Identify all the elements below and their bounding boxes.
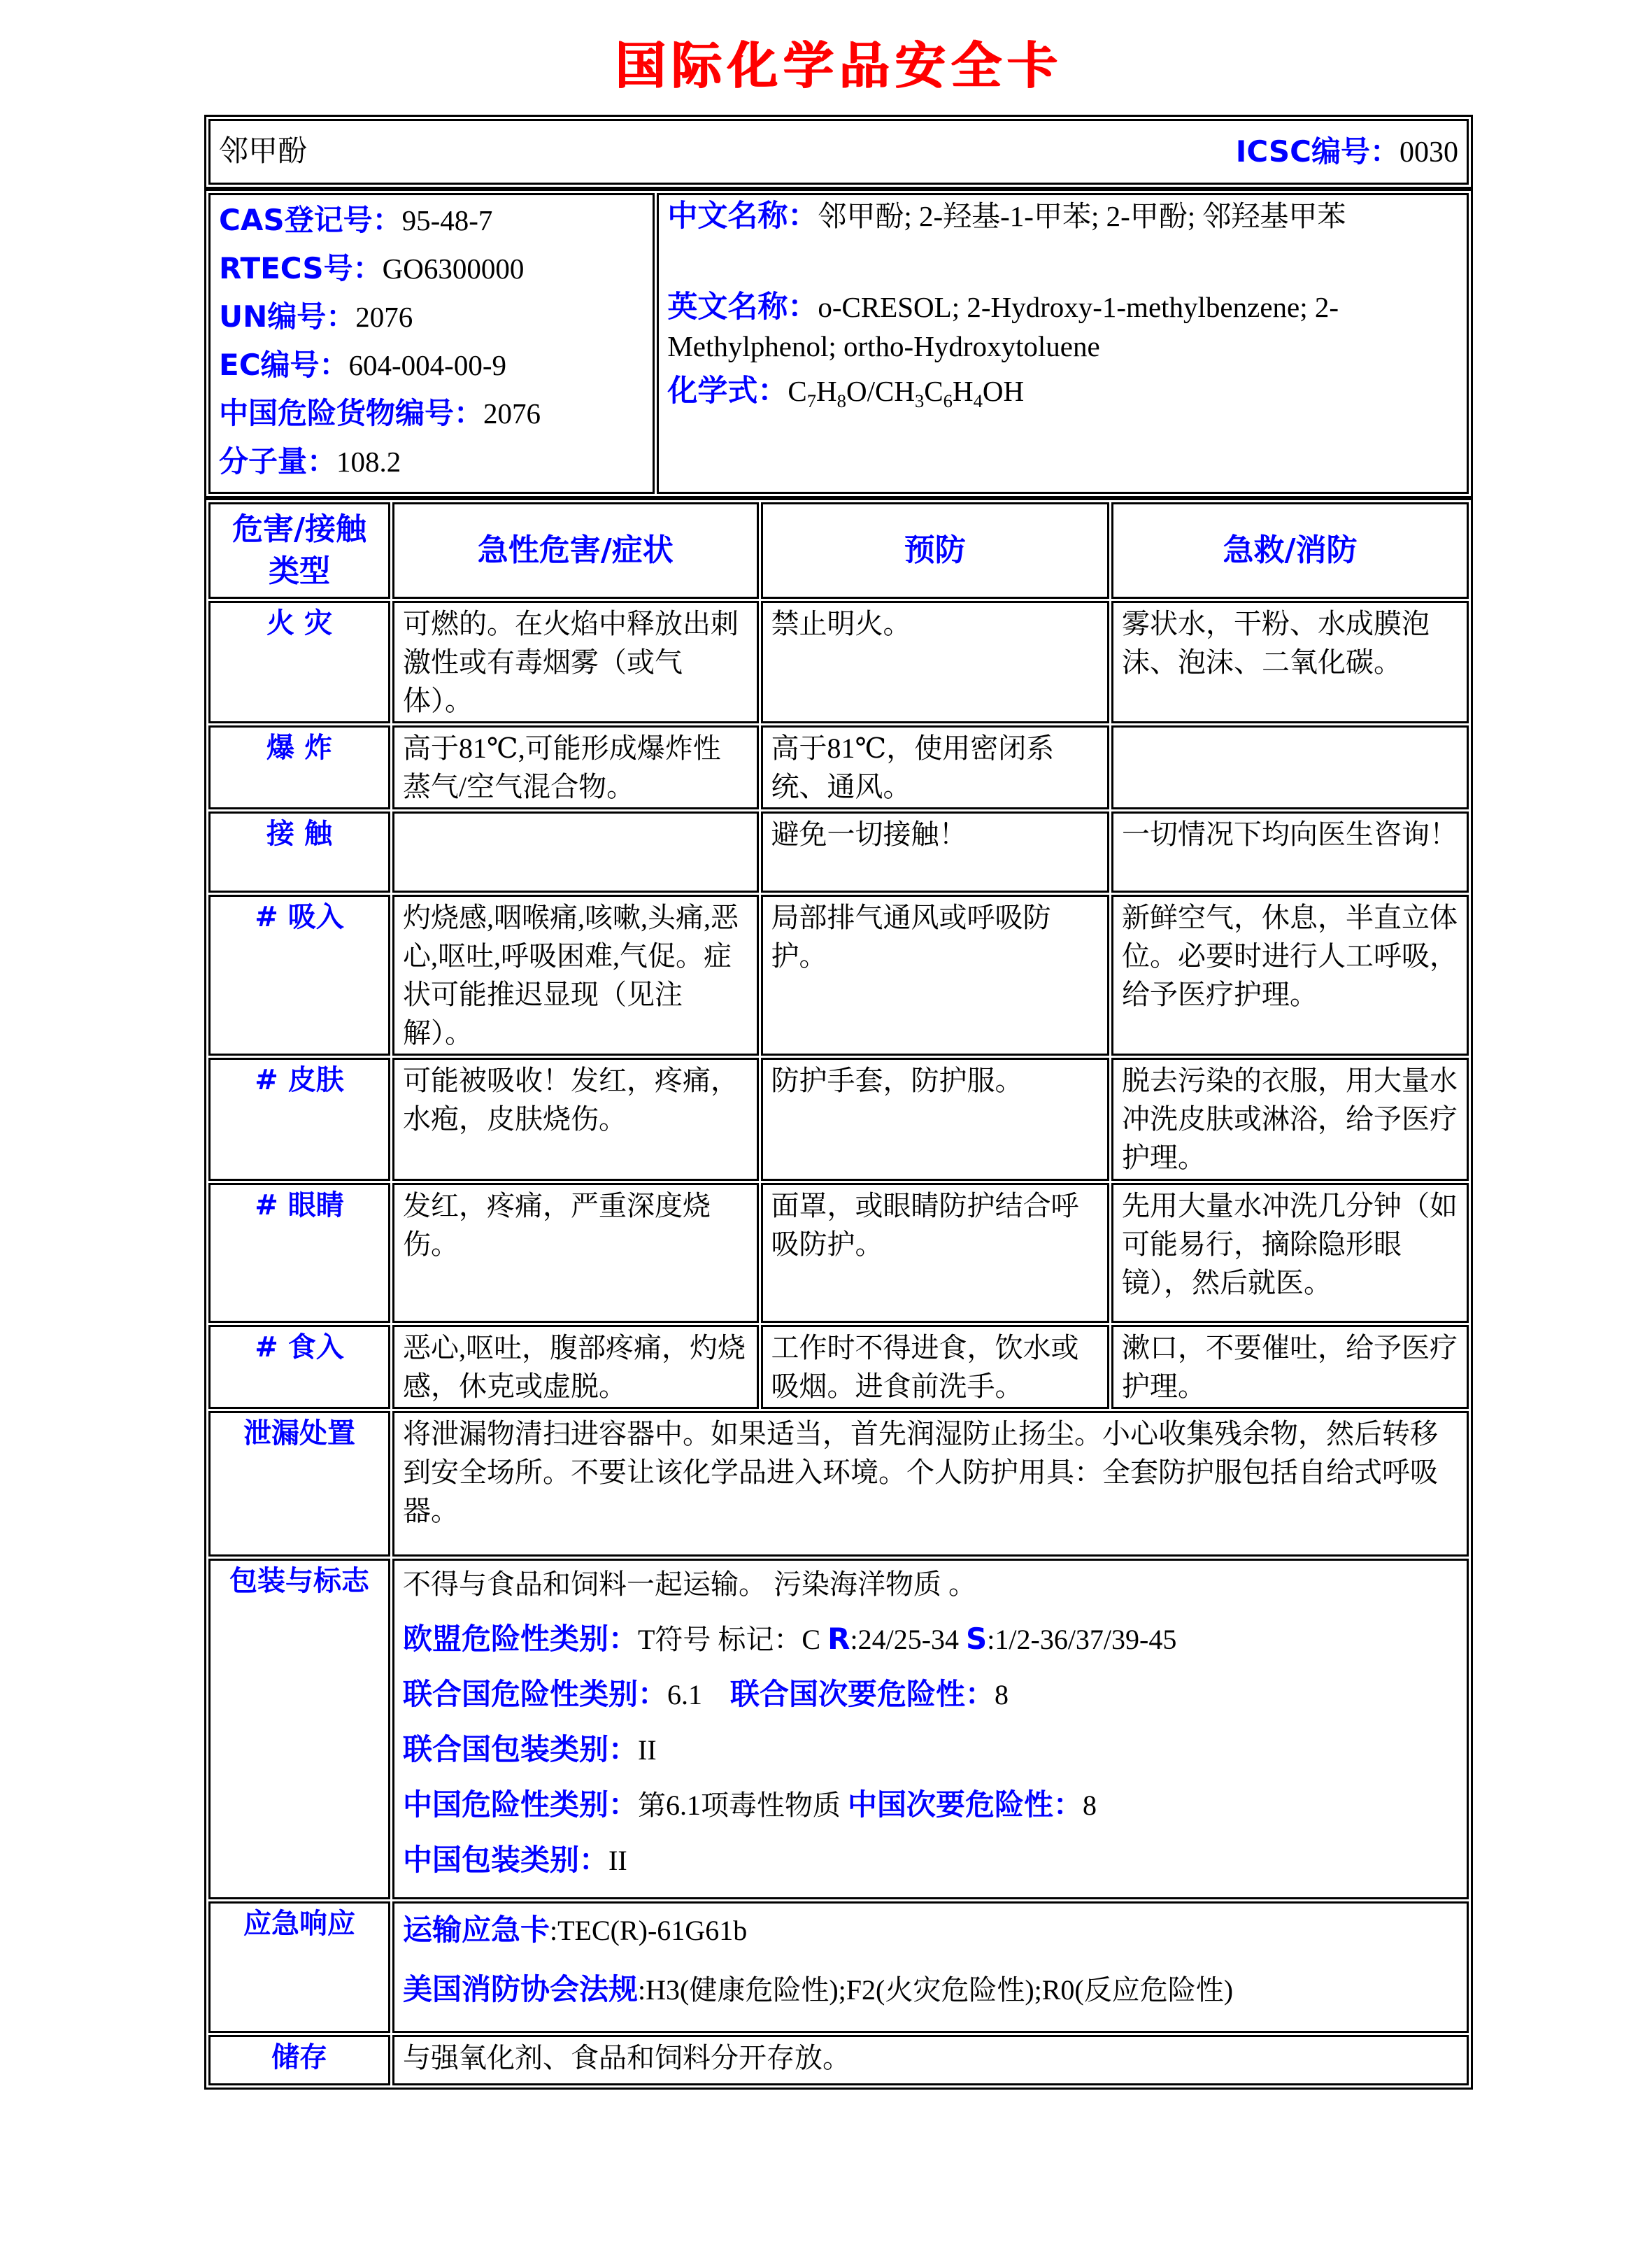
china-classification-line: 中国危险性类别：第6.1项毒性物质 中国次要危险性：8 xyxy=(402,1787,1097,1822)
row-label-packaging: 包装与标志 xyxy=(208,1559,390,1899)
fire-symptoms-cell: 可燃的。在火焰中释放出刺激性或有毒烟雾（或气体）。 xyxy=(392,601,759,723)
explosion-prevention-cell: 高于81℃，使用密闭系统、通风。 xyxy=(761,725,1109,809)
ec-number-line: EC编号：604-004-00-9 xyxy=(219,348,506,382)
table-row-fire xyxy=(208,601,1469,723)
names-cell xyxy=(657,193,1469,494)
row-label-ingestion: # 食入 xyxy=(208,1325,390,1409)
table-row-spillage xyxy=(208,1411,1469,1557)
english-name-line: 英文名称：o-CRESOL; 2-Hydroxy-1-methylbenzene; 2-Methylphenol; ortho-Hydroxytoluene xyxy=(667,290,1339,362)
eyes-firstaid-cell: 先用大量水冲洗几分钟（如可能易行，摘除隐形眼镜），然后就医。 xyxy=(1111,1183,1469,1323)
table-row-storage xyxy=(208,2035,1469,2085)
row-label-skin: # 皮肤 xyxy=(208,1058,390,1181)
tec-card-line: 运输应急卡:TEC(R)-61G61b xyxy=(402,1913,748,1947)
row-label-contact: 接 触 xyxy=(208,811,390,893)
cas-number-line: CAS登记号：95-48-7 xyxy=(219,203,493,237)
inhalation-firstaid-cell: 新鲜空气，休息，半直立体位。必要时进行人工呼吸，给予医疗护理。 xyxy=(1111,895,1469,1056)
inhalation-symptoms-cell: 灼烧感,咽喉痛,咳嗽,头痛,恶心,呕吐,呼吸困难,气促。症状可能推迟显现（见注解）。 xyxy=(392,895,759,1056)
ingestion-symptoms-cell: 恶心,呕吐，腹部疼痛，灼烧感，休克或虚脱。 xyxy=(392,1325,759,1409)
eu-classification-line: 欧盟危险性类别：T符号 标记：C R:24/25-34 S:1/2-36/37/39-45 xyxy=(402,1622,1177,1656)
un-number-line: UN编号：2076 xyxy=(219,299,413,334)
transport-restriction-line: 不得与食品和饲料一起运输。 污染海洋物质 。 xyxy=(402,1568,976,1600)
hazards-table xyxy=(204,498,1473,2090)
ingestion-prevention-cell: 工作时不得进食，饮水或吸烟。进食前洗手。 xyxy=(761,1325,1109,1409)
chemical-name: 邻甲酚 xyxy=(219,135,308,168)
icsc-number: ICSC编号：0030 xyxy=(1235,134,1458,169)
row-label-fire: 火 灾 xyxy=(208,601,390,723)
explosion-symptoms-cell: 高于81℃,可能形成爆炸性蒸气/空气混合物。 xyxy=(392,725,759,809)
fire-firstaid-cell: 雾状水，干粉、水成膜泡沫、泡沫、二氧化碳。 xyxy=(1111,601,1469,723)
row-label-explosion: 爆 炸 xyxy=(208,725,390,809)
contact-symptoms-cell xyxy=(392,811,759,893)
skin-prevention-cell: 防护手套，防护服。 xyxy=(761,1058,1109,1181)
nfpa-code-line: 美国消防协会法规:H3(健康危险性);F2(火灾危险性);R0(反应危险性) xyxy=(402,1972,1234,2006)
explosion-firstaid-cell xyxy=(1111,725,1469,809)
col-header-prevention: 预防 xyxy=(761,502,1109,599)
eyes-symptoms-cell: 发红，疼痛，严重深度烧伤。 xyxy=(392,1183,759,1323)
col-header-hazard-type: 危害/接触 类型 xyxy=(208,502,390,599)
molecular-weight-line: 分子量：108.2 xyxy=(219,444,401,479)
rtecs-number-line: RTECS号：GO6300000 xyxy=(219,251,525,285)
table-row-eyes xyxy=(208,1183,1469,1323)
contact-prevention-cell: 避免一切接触！ xyxy=(761,811,1109,893)
eyes-prevention-cell: 面罩，或眼睛防护结合呼吸防护。 xyxy=(761,1183,1109,1323)
table-row-emergency xyxy=(208,1901,1469,2033)
chemical-formula-line: 化学式：$C_7H_8O/CH_3C_6H_4OH$ xyxy=(667,374,1025,412)
skin-firstaid-cell: 脱去污染的衣服，用大量水冲洗皮肤或淋浴，给予医疗护理。 xyxy=(1111,1058,1469,1181)
inhalation-prevention-cell: 局部排气通风或呼吸防护。 xyxy=(761,895,1109,1056)
page-title: 国际化学品安全卡 xyxy=(614,36,1062,95)
table-row-contact xyxy=(208,811,1469,893)
header-row-cell xyxy=(208,119,1469,185)
row-label-spillage: 泄漏处置 xyxy=(208,1411,390,1557)
contact-firstaid-cell: 一切情况下均向医生咨询！ xyxy=(1111,811,1469,893)
identifiers-table xyxy=(204,189,1473,498)
table-row-inhalation xyxy=(208,895,1469,1056)
ingestion-firstaid-cell: 漱口，不要催吐，给予医疗护理。 xyxy=(1111,1325,1469,1409)
header-table xyxy=(204,115,1473,189)
row-label-storage: 储存 xyxy=(208,2035,390,2085)
table-row-explosion xyxy=(208,725,1469,809)
skin-symptoms-cell: 可能被吸收！发红，疼痛，水疱，皮肤烧伤。 xyxy=(392,1058,759,1181)
hazards-header-row xyxy=(208,502,1469,599)
packaging-text-cell xyxy=(392,1559,1469,1899)
table-row-ingestion xyxy=(208,1325,1469,1409)
china-packing-group-line: 中国包装类别：II xyxy=(402,1843,627,1877)
identifiers-cell xyxy=(208,193,655,494)
row-label-inhalation: # 吸入 xyxy=(208,895,390,1056)
un-packing-group-line: 联合国包装类别：II xyxy=(402,1732,657,1766)
row-label-eyes: # 眼睛 xyxy=(208,1183,390,1323)
table-row-packaging xyxy=(208,1559,1469,1899)
fire-prevention-cell: 禁止明火。 xyxy=(761,601,1109,723)
col-header-firstaid: 急救/消防 xyxy=(1111,502,1469,599)
spillage-text-cell: 将泄漏物清扫进容器中。如果适当，首先润湿防止扬尘。小心收集残余物，然后转移到安全场所。不要让该化学品进入环境。个人防护用具：全套防护服包括自给式呼吸器。 xyxy=(392,1411,1469,1557)
icsc-card xyxy=(204,115,1473,2090)
col-header-symptoms: 急性危害/症状 xyxy=(392,502,759,599)
china-dg-number-line: 中国危险货物编号：2076 xyxy=(219,396,541,430)
emergency-text-cell xyxy=(392,1901,1469,2033)
un-classification-line: 联合国危险性类别：6.1 联合国次要危险性：8 xyxy=(402,1677,1009,1711)
storage-text-cell: 与强氧化剂、食品和饲料分开存放。 xyxy=(392,2035,1469,2085)
chinese-name-line: 中文名称：邻甲酚; 2-羟基-1-甲苯; 2-甲酚; 邻羟基甲苯 xyxy=(667,199,1346,234)
table-row-skin xyxy=(208,1058,1469,1181)
row-label-emergency: 应急响应 xyxy=(208,1901,390,2033)
